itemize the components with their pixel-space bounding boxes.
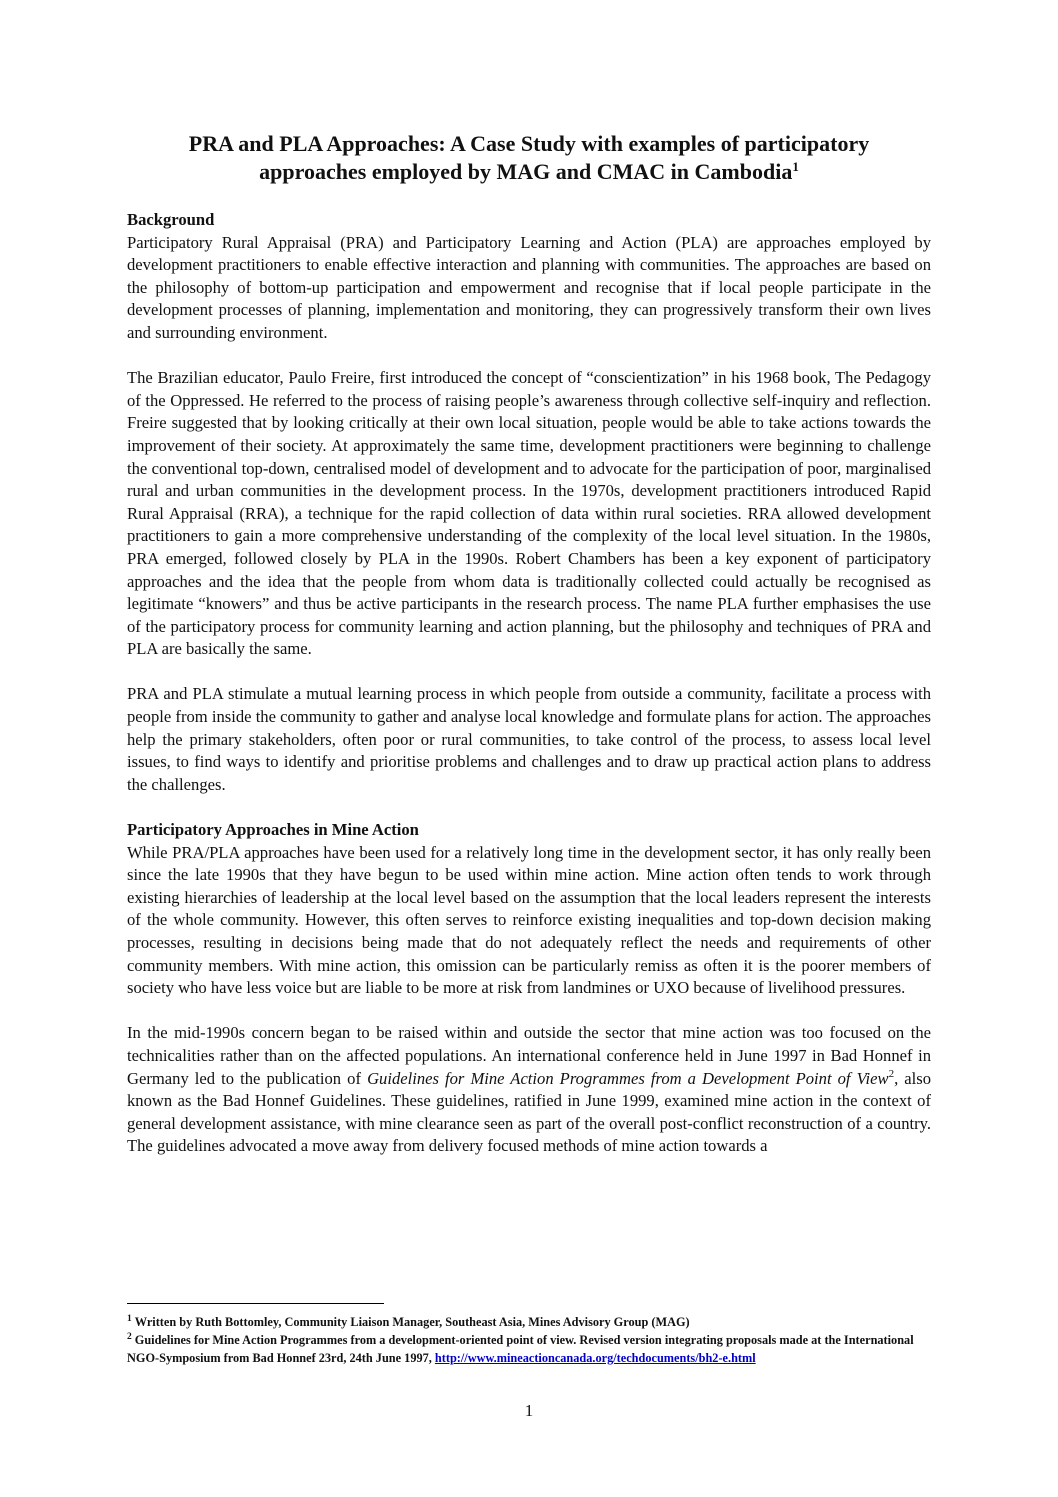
paragraph-bad-honnef [127,1022,931,1158]
title-line-2: approaches employed by MAG and CMAC in Cambodia [259,159,793,184]
footnote-ref-2[interactable]: 2 [888,1067,895,1080]
document-title [127,130,931,186]
paragraph-text: In the mid-1990s concern began to be raised within and outside the sector that mine action was too focused on the technicalities rather than on the affected populations. An international conference held in June 1997 in Bad Honnef in Germany led to the publication of [127,1023,931,1088]
section-heading-mine-action: Participatory Approaches in Mine Action [127,820,419,840]
paragraph: Participatory Rural Appraisal (PRA) and Participatory Learning and Action (PLA) are approaches employed by development practitioners to enable effective interaction and planning with communities. The approaches are based on the philosophy of bottom-up participation and empowerment and recognise that if local people participate in the development processes of planning, implementation and monitoring, they can progressively transform their own lives and surrounding environment. [127,232,931,342]
title-footnote-ref[interactable]: 1 [792,159,799,174]
footnote-text: Guidelines for Mine Action Programmes from a development-oriented point of view. Revised version integrating proposals made at the International NGO-Symposium from Bad Honnef 23rd, 24th June 1997, [127,1333,914,1365]
footnote-number: 1 [127,1314,132,1324]
guidelines-title: Guidelines for Mine Action Programmes from a Development Point of View [367,1068,889,1088]
footnote-text: Written by Ruth Bottomley, Community Liaison Manager, Southeast Asia, Mines Advisory Group (MAG) [134,1315,690,1329]
footnote-link[interactable]: http://www.mineactioncanada.org/techdocuments/bh2-e.html [434,1351,756,1365]
paragraph-text: , also known as the Bad Honnef Guidelines. These guidelines, ratified in June 1999, examined mine action in the context of general development assistance, with mine clearance seen as part of the overall post-conflict reconstruction of a country. The guidelines advocated a move away from delivery focused methods of mine action towards a [127,1068,932,1156]
footnote-number: 2 [127,1332,132,1342]
footnotes [127,1313,931,1367]
paragraph: While PRA/PLA approaches have been used for a relatively long time in the development sector, it has only really been since the late 1990s that they have begun to be used within mine action. Mine action often tends to work through existing hierarchies of leadership at the local level based on the assumption that the local leaders represent the interests of the whole community. However, this often serves to reinforce existing inequalities and top-down decision making processes, resulting in decisions being made that do not adequately reflect the needs and requirements of other community members. With mine action, this omission can be particularly remiss as often it is the poorer members of society who have less voice but are liable to be more at risk from landmines or UXO because of livelihood pressures. [127,842,931,998]
title-line-1: PRA and PLA Approaches: A Case Study with examples of participatory [188,131,870,156]
paragraph: The Brazilian educator, Paulo Freire, first introduced the concept of “conscientization” in his 1968 book, The Pedagogy of the Oppressed. He referred to the process of raising people’s awareness through collective self-inquiry and reflection. Freire suggested that by looking critically at their own local situation, people would be able to take actions towards the improvement of their society. At approximately the same time, development practitioners were beginning to challenge the conventional top-down, centralised model of development and to advocate for the participation of poor, marginalised rural and urban communities in the development process. In the 1970s, development practitioners introduced Rapid Rural Appraisal (RRA), a technique for the rapid collection of data within rural societies. RRA allowed development practitioners to gain a more comprehensive understanding of the complexity of the local level situation. In the 1980s, PRA emerged, followed closely by PLA in the 1990s. Robert Chambers has been a key exponent of participatory approaches and the idea that the people from whom data is traditionally collected could actually be recognised as legitimate “knowers” and thus be active participants in the research process. The name PLA further emphasises the use of the participatory process for community learning and action planning, but the philosophy and techniques of PRA and PLA are basically the same. [127,368,931,659]
section-heading-background: Background [127,210,215,229]
footnote-2 [127,1331,931,1367]
page-number: 1 [524,1401,534,1420]
paragraph: PRA and PLA stimulate a mutual learning process in which people from outside a community, facilitate a process with people from inside the community to gather and analyse local knowledge and formulate plans for action. The approaches help the primary stakeholders, often poor or rural communities, to take control of the process, to assess local level issues, to find ways to identify and prioritise problems and challenges and to draw up practical action plans to address the challenges. [127,684,931,794]
document-page [127,130,931,1158]
footnote-separator [127,1303,384,1304]
footnote-1 [127,1313,931,1331]
